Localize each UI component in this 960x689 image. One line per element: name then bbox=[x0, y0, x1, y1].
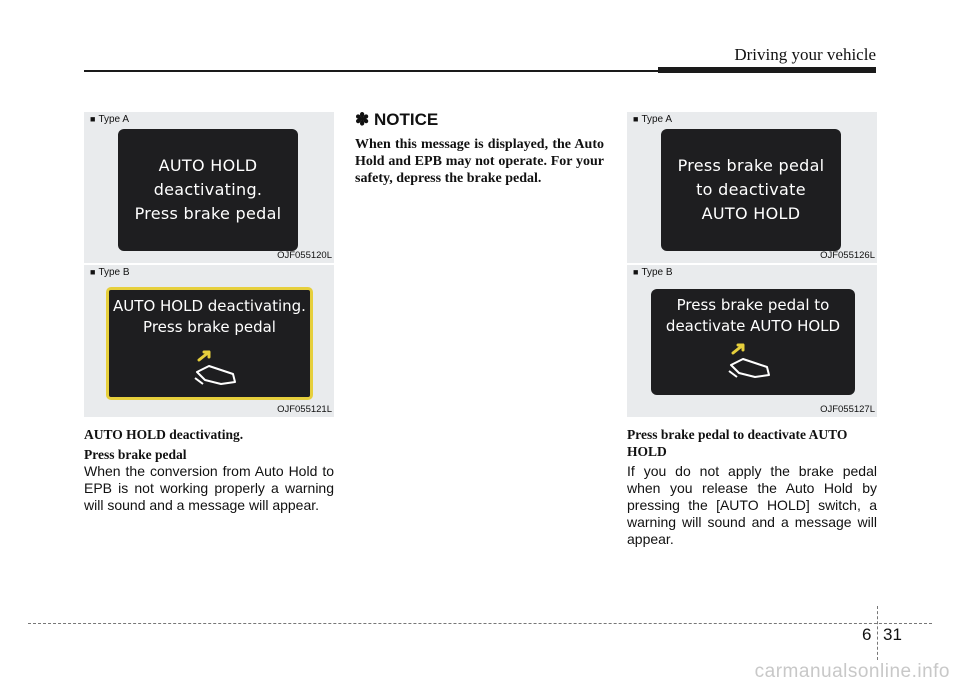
header-rule-thick bbox=[658, 67, 876, 73]
watermark: carmanualsonline.info bbox=[754, 661, 950, 682]
square-bullet-icon: ■ bbox=[633, 267, 639, 277]
message-line: Press brake pedal bbox=[677, 156, 825, 175]
square-bullet-icon: ■ bbox=[633, 114, 639, 124]
message-line: AUTO HOLD deactivating. bbox=[113, 297, 306, 315]
type-label: ■ Type B bbox=[633, 267, 673, 278]
message-line: AUTO HOLD bbox=[158, 156, 258, 175]
square-bullet-icon: ■ bbox=[90, 114, 96, 124]
cluster-display-screen bbox=[661, 129, 841, 251]
section-subheading: Press brake pedal bbox=[84, 447, 187, 462]
cluster-display-screen bbox=[118, 129, 298, 251]
cluster-display-screen bbox=[106, 287, 313, 400]
message-line: Press brake pedal bbox=[143, 318, 276, 336]
section-body: If you do not apply the brake pedal when you release the Auto Hold by pressing the [AUTO HOLD] switch, a warning will sound and a message will appear. bbox=[627, 463, 877, 547]
footer-dashed-rule bbox=[28, 623, 932, 624]
message-line: Press brake pedal to bbox=[676, 296, 830, 314]
running-header: Driving your vehicle bbox=[734, 45, 876, 64]
figure-right-type-b bbox=[627, 265, 877, 417]
message-line: deactivating. bbox=[153, 180, 263, 199]
notice-body: When this message is displayed, the Auto Hold and EPB may not operate. For your safety, depress the brake pedal. bbox=[355, 137, 604, 186]
square-bullet-icon: ■ bbox=[90, 267, 96, 277]
figure-right-type-a bbox=[627, 112, 877, 263]
section-heading: Press brake pedal to deactivate AUTO HOLD bbox=[627, 427, 848, 459]
cluster-display-screen bbox=[651, 289, 855, 395]
figure-left-type-b bbox=[84, 265, 334, 417]
brake-pedal-foot-icon bbox=[725, 341, 785, 383]
figure-code: OJF055127L bbox=[820, 404, 875, 415]
figure-left-type-a bbox=[84, 112, 334, 263]
type-label: ■ Type A bbox=[90, 114, 130, 125]
section-heading: AUTO HOLD deactivating. bbox=[84, 427, 244, 442]
notice-title: ✽ NOTICE bbox=[355, 110, 439, 129]
type-label: ■ Type B bbox=[90, 267, 130, 278]
page-number: 31 bbox=[883, 625, 902, 644]
section-body: When the conversion from Auto Hold to EPB is not working properly a warning will sound and a message will appear. bbox=[84, 463, 334, 513]
message-line: to deactivate bbox=[696, 180, 806, 199]
message-line: deactivate AUTO HOLD bbox=[665, 317, 841, 335]
notice-symbol-icon: ✽ bbox=[355, 110, 370, 129]
message-line: Press brake pedal bbox=[134, 204, 282, 223]
figure-code: OJF055126L bbox=[820, 250, 875, 261]
chapter-number: 6 bbox=[862, 625, 872, 644]
page-number-divider bbox=[877, 606, 878, 660]
message-line: AUTO HOLD bbox=[701, 204, 801, 223]
figure-code: OJF055120L bbox=[277, 250, 332, 261]
brake-pedal-foot-icon bbox=[191, 348, 251, 390]
figure-code: OJF055121L bbox=[277, 404, 332, 415]
type-label: ■ Type A bbox=[633, 114, 673, 125]
